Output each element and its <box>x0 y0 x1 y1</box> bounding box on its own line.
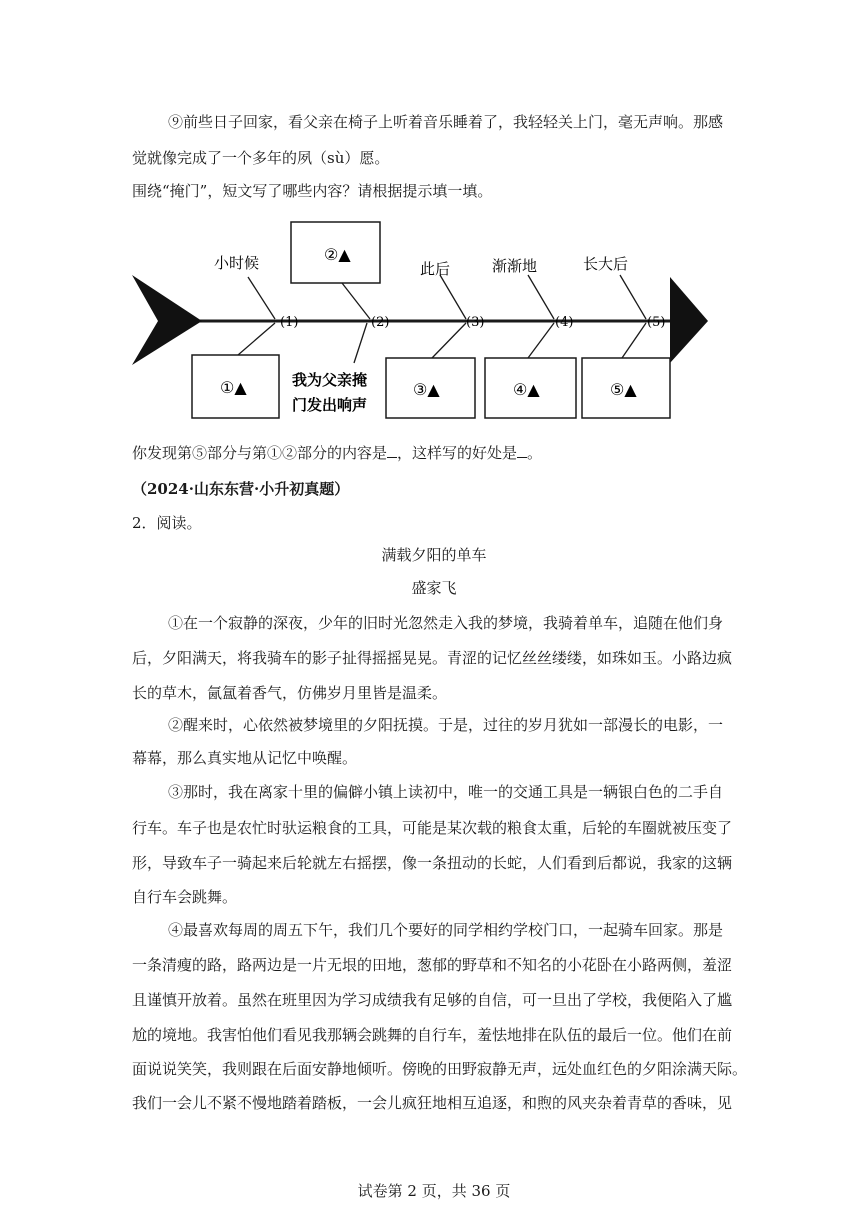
node-mark-3: (3) <box>466 315 485 330</box>
node-mark-2: (2) <box>371 315 390 330</box>
article-author: 盛家飞 <box>411 579 457 597</box>
article-line: 行车。车子也是农忙时驮运粮食的工具，可能是某次载的粮食太重，后轮的车圈就被压变了 <box>132 819 733 837</box>
article-line: 后，夕阳满天，将我骑车的影子扯得摇摇晃晃。青涩的记忆丝丝缕缕，如珠如玉。小路边疯 <box>132 649 733 667</box>
article-line: 自行车会跳舞。 <box>132 888 238 906</box>
answer-blank-2[interactable] <box>517 457 527 458</box>
page-footer: 试卷第 2 页，共 36 页 <box>357 1182 511 1200</box>
article-line: ③那时，我在离家十里的偏僻小镇上读初中，唯一的交通工具是一辆银白色的二手自 <box>168 783 724 801</box>
node-mark-1: (1) <box>280 315 299 330</box>
para-9-line-2: 觉就像完成了一个多年的夙（sù）愿。 <box>132 149 390 167</box>
article-title: 满载夕阳的单车 <box>381 546 487 564</box>
given-answer-line-2: 门发出响声 <box>292 396 368 414</box>
bone-3-top <box>440 275 466 319</box>
article-line: 尬的境地。我害怕他们看见我那辆会跳舞的自行车，羞怯地排在队伍的最后一位。他们在前 <box>132 1026 733 1044</box>
label-childhood: 小时候 <box>214 254 260 272</box>
node-mark-5: (5) <box>647 315 666 330</box>
question-2-heading: 2．阅读。 <box>132 514 202 532</box>
bone-5-bottom <box>622 323 646 358</box>
box-5-text: ⑤▲ <box>610 380 637 399</box>
question-2-part-b: ，这样写的好处是 <box>397 444 518 462</box>
label-gradually: 渐渐地 <box>492 257 538 275</box>
article-line: 面说说笑笑，我则跟在后面安静地倾听。傍晚的田野寂静无声，远处血红色的夕阳涂满天际。 <box>132 1060 748 1078</box>
question-2-part-c: 。 <box>527 444 543 462</box>
bone-4-bottom <box>528 323 554 358</box>
box-3-text: ③▲ <box>413 380 440 399</box>
box-2-text: ②▲ <box>324 245 351 264</box>
bone-2-top <box>342 283 370 319</box>
bone-1-top <box>248 277 275 319</box>
question-1: 围绕“掩门”，短文写了哪些内容？请根据提示填一填。 <box>132 182 493 200</box>
fish-tail <box>132 275 202 365</box>
article-line: 且谨慎开放着。虽然在班里因为学习成绩我有足够的自信，可一旦出了学校，我便陷入了尴 <box>132 991 733 1009</box>
article-line: ①在一个寂静的深夜，少年的旧时光忽然走入我的梦境，我骑着单车，追随在他们身 <box>168 614 724 632</box>
given-answer-line-1: 我为父亲掩 <box>292 371 368 389</box>
bone-3-bottom <box>432 323 466 358</box>
question-2 <box>132 443 740 463</box>
bone-1-bottom <box>238 323 275 355</box>
answer-blank-1[interactable] <box>387 457 397 458</box>
article-line: ④最喜欢每周的周五下午，我们几个要好的同学相约学校门口，一起骑车回家。那是 <box>168 921 724 939</box>
question-2-part-a: 你发现第⑤部分与第①②部分的内容是 <box>132 444 388 462</box>
fish-head <box>670 277 708 363</box>
box-4-text: ④▲ <box>513 380 540 399</box>
article-line: 长的草木，氤氲着香气，仿佛岁月里皆是温柔。 <box>132 684 448 702</box>
node-mark-4: (4) <box>555 315 574 330</box>
bone-2-bottom <box>354 323 367 363</box>
article-line: 一条清瘦的路，路两边是一片无垠的田地，葱郁的野草和不知名的小花卧在小路两侧，羞涩 <box>132 956 733 974</box>
fishbone-diagram <box>130 215 720 430</box>
label-grown-up: 长大后 <box>583 255 629 273</box>
box-1-text: ①▲ <box>220 378 247 397</box>
question-source: （2024·山东东营·小升初真题） <box>132 480 350 498</box>
article-line: 幕幕，那么真实地从记忆中唤醒。 <box>132 749 358 767</box>
bone-4-top <box>528 275 554 319</box>
article-line: 形，导致车子一骑起来后轮就左右摇摆，像一条扭动的长蛇，人们看到后都说，我家的这辆 <box>132 854 733 872</box>
bone-5-top <box>620 275 646 319</box>
para-9-line-1: ⑨前些日子回家，看父亲在椅子上听着音乐睡着了，我轻轻关上门，毫无声响。那感 <box>168 113 724 131</box>
label-afterwards: 此后 <box>420 260 451 278</box>
article-line: 我们一会儿不紧不慢地踏着踏板，一会儿疯狂地相互追逐，和煦的风夹杂着青草的香味，见 <box>132 1094 733 1112</box>
article-line: ②醒来时，心依然被梦境里的夕阳抚摸。于是，过往的岁月犹如一部漫长的电影，一 <box>168 716 724 734</box>
